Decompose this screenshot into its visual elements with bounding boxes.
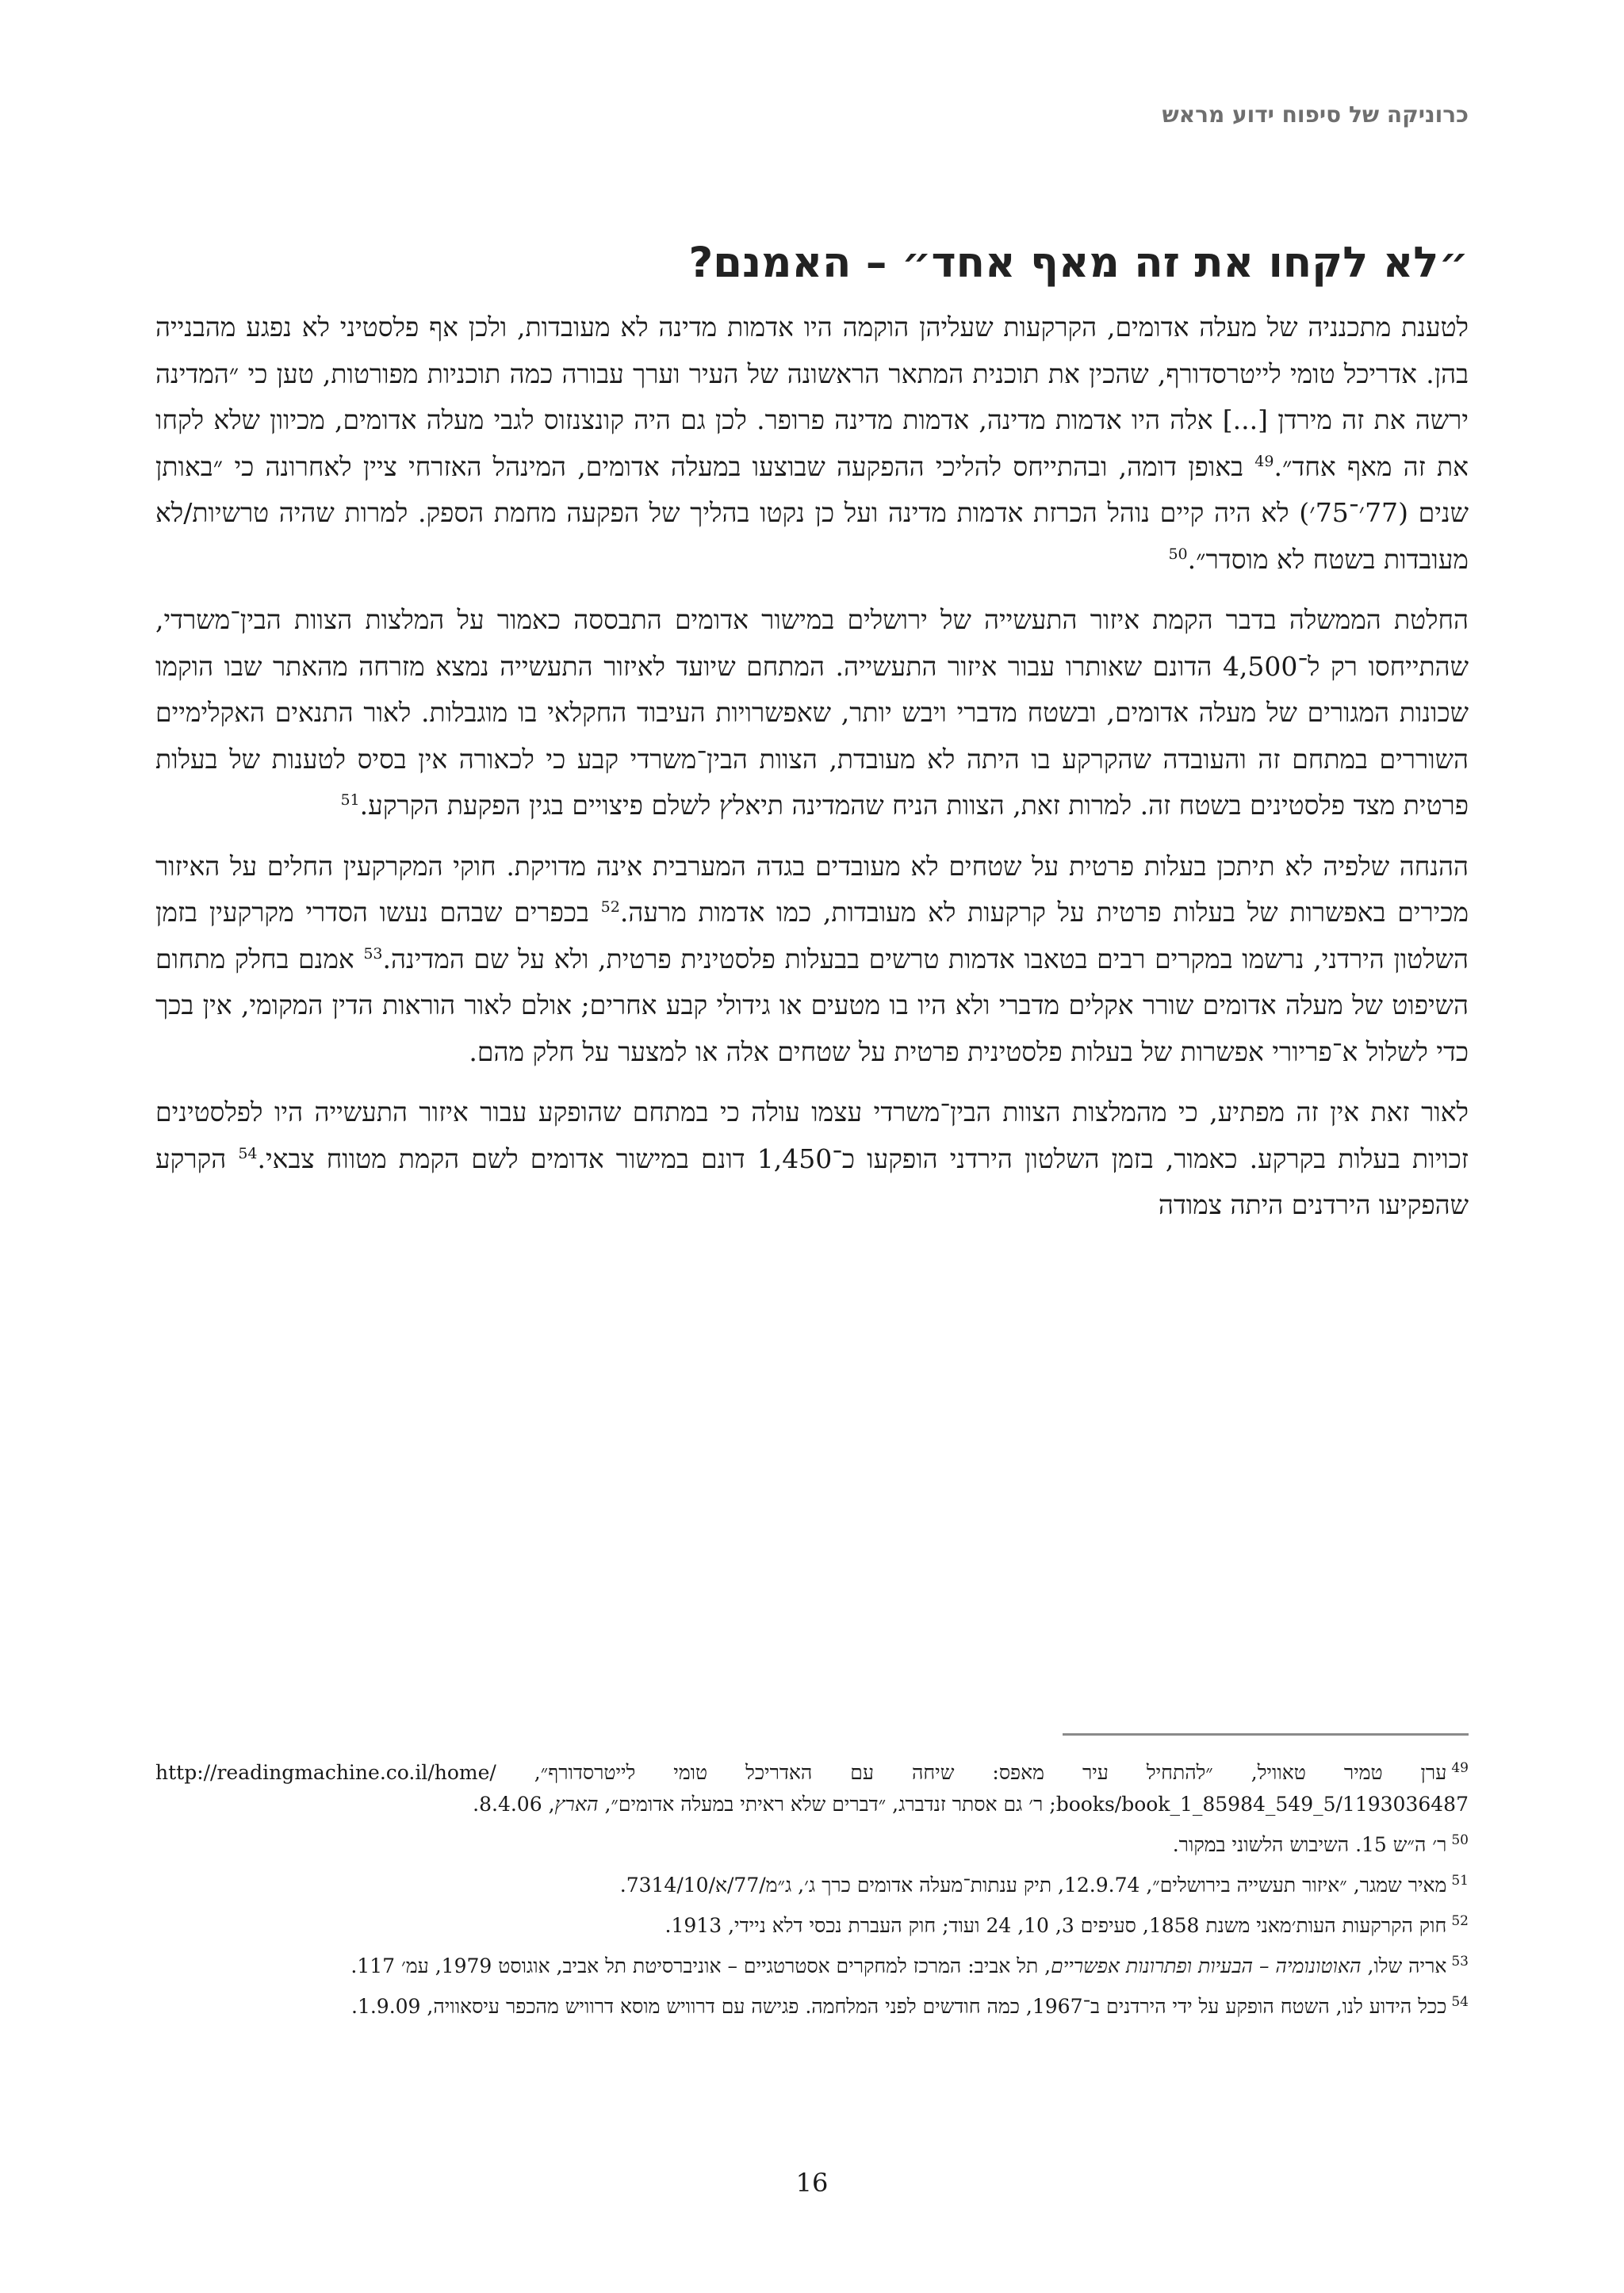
footnote-number: 51 [1451,1872,1469,1889]
footnote-ref: 49 [1254,452,1274,470]
text-run: החלטת הממשלה בדבר הקמת איזור התעשייה של ירושלים במישור אדומים התבססה כאמור על המלצות הצוות הבין־משרדי, שהתייחסו רק ל־4,500 הדונם שאותרו עבור איזור התעשייה. המתחם שיועד לאיזור התעשייה נמצא מזרחה מהאתר שבו הוקמו שכונות המגורים של מעלה אדומים, ובשטח מדברי ויבש יותר, שאפשרויות העיבוד החקלאי בו מוגבלות. לאור התנאים האקלימיים השוררים במתחם זה והעובדה שהקרקע בו היתה לא מעובדת, הצוות הבין־משרדי קבע כי לכאורה אין בסיס לטענות של בעלות פרטית מצד פלסטינים בשטח זה. למרות זאת, הצוות הניח שהמדינה תיאלץ לשלם פיצויים בגין הפקעת הקרקע. [155,604,1469,821]
footnote-ref: 52 [600,898,620,916]
paragraph-list [155,304,1469,1229]
text-run: ר׳ ה״ש 15. השיבוש הלשוני במקור. [1172,1833,1447,1856]
footnote-number: 54 [1451,1993,1469,2010]
footnote-ref: 50 [1168,545,1188,563]
text-run: באופן דומה, ובהתייחס להליכי ההפקעה שבוצעו במעלה אדומים, המינהל האזרחי ציין לאחרונה כי ״באותן שנים (77׳־75׳) לא היה קיים נוהל הכרזת אדמות מדינה ועל כן נקטו בהליך של הפקעה מחמת הספק. למרות שהיה טרשיות/לא מעובדות בשטח לא מוסדר״. [155,450,1469,575]
text-run: מאיר שמגר, ״איזור תעשייה בירושלים״, 12.9.74, תיק ענתות־מעלה אדומים כרך ג׳, ג״מ/77/א/7314/10. [619,1874,1447,1897]
text-run: ערן טמיר טאוויל, ״להתחיל עיר מאפס: שיחה עם האדריכל טומי לייטרסדורף״, [496,1761,1447,1784]
footnote [155,1757,1469,1820]
paragraph [155,304,1469,583]
footnote [155,1870,1469,1901]
text-run: אמנם בחלק מתחום השיפוט של מעלה אדומים שורר אקלים מדברי ולא היו בו מטעים או גידולי קבע אחרים; אולם לאור הוראות הדין המקומי, אין בכך כדי לשלול א־פריורי אפשרות של בעלות פלסטינית פרטית על שטחים אלה או למצער על חלק מהם. [155,943,1469,1067]
text-run: אריה שלו, [1361,1954,1447,1977]
footnote-separator [1063,1733,1469,1736]
running-title: כרוניקה של סיפוח ידוע מראש [1162,101,1469,128]
footnote-number: 49 [1451,1759,1469,1776]
text-run: הקרקע שהפקיעו הירדנים היתה צמודה [155,1143,1469,1220]
url-text: http://readingmachine.co.il/home/ books/book_1_85984_549_5/1193036487 [155,1761,1469,1816]
footnote [155,1991,1469,2023]
section-title: ״לא לקחו את זה מאף אחד״ – האמנם? [688,239,1469,287]
footnote [155,1829,1469,1861]
footnote-number: 50 [1451,1832,1469,1848]
italic-text: האוטונומיה – הבעיות ופתרונות אפשריים [1051,1954,1362,1977]
footnote-list [155,1757,1469,2031]
main-text [155,232,1469,1243]
footnote [155,1910,1469,1942]
footnote-ref: 53 [363,944,383,963]
page-number: 16 [795,2168,829,2198]
footnote-ref: 51 [340,791,360,809]
footnote-number: 52 [1451,1912,1469,1929]
paragraph [155,844,1469,1076]
paragraph [155,597,1469,829]
text-run: ההנחה שלפיה לא תיתכן בעלות פרטית על שטחים לא מעובדים בגדה המערבית אינה מדויקת. חוקי המקרקעין החלים על האיזור מכירים באפשרות של בעלות פרטית על קרקעות לא מעובדות, כמו אדמות מרעה. [155,850,1469,928]
text-run: חוק הקרקעות העות׳מאני משנת 1858, סעיפים 3, 10, 24 ועוד; חוק העברת נכסי דלא ניידי, 1913. [665,1914,1447,1937]
footnote-ref: 54 [238,1144,258,1162]
text-run: בכפרים שבהם נעשו הסדרי מקרקעין בזמן השלטון הירדני, נרשמו במקרים רבים בטאבו אדמות טרשים בבעלות פלסטינית פרטית, ולא על שם המדינה. [155,897,1469,974]
text-run: , 8.4.06. [473,1793,555,1816]
footnote [155,1950,1469,1982]
text-run: ככל הידוע לנו, השטח הופקע על ידי הירדנים ב־1967, כמה חודשים לפני המלחמה. פגישה עם דרוויש מוסא דרוויש מהכפר עיסאוויה, 1.9.09. [350,1995,1447,2018]
text-run: , תל אביב: המרכז למחקרים אסטרטגיים – אוניברסיטת תל אביב, אוגוסט 1979, עמ׳ 117. [350,1954,1051,1977]
text-run: לטענת מתכנניה של מעלה אדומים, הקרקעות שעליהן הוקמה היו אדמות מדינה לא מעובדות, ולכן אף פלסטיני לא נפגע מהבנייה בהן. אדריכל טומי לייטרסדורף, שהכין את תוכנית המתאר הראשונה של העיר וערך עבורה כמה תוכניות מפורטות, טען כי ״המדינה ירשה את זה מירדן [...] אלה היו אדמות מדינה, אדמות מדינה פרופר. לכן גם היה קונצנזוס לגבי מעלה אדומים, מכיוון שלא לקחו את זה מאף אחד״. [155,312,1469,482]
text-run: לאור זאת אין זה מפתיע, כי מהמלצות הצוות הבין־משרדי עצמו עולה כי במתחם שהופקע עבור איזור התעשייה היו לפלסטינים זכויות בעלות בקרקע. כאמור, בזמן השלטון הירדני הופקעו כ־1,450 דונם במישור אדומים לשם הקמת מטווח צבאי. [155,1097,1469,1174]
text-run: ; ר׳ גם אסתר זנדברג, ״דברים שלא ראיתי במעלה אדומים״, [598,1793,1056,1816]
italic-text: הארץ [554,1793,599,1816]
paragraph [155,1089,1469,1229]
footnote-number: 53 [1451,1953,1469,1970]
